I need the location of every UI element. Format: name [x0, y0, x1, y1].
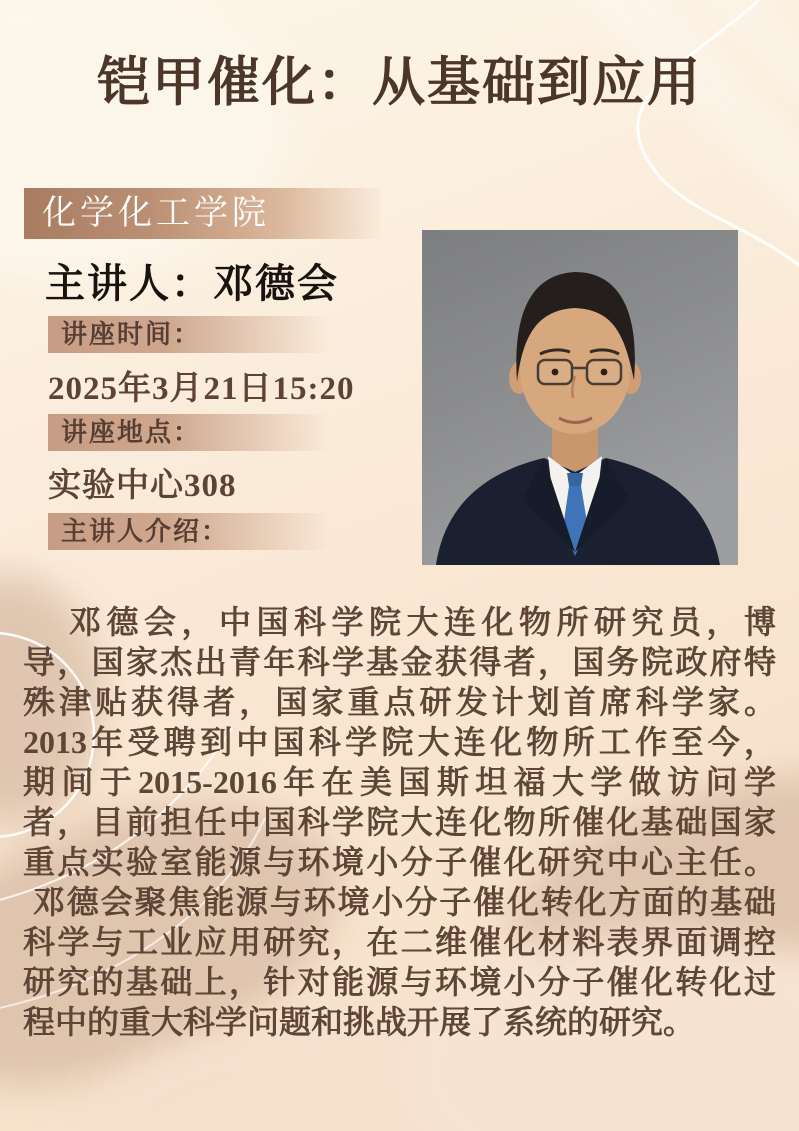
bio-line: 2013年受聘到中国科学院大连化物所工作至今，: [23, 724, 776, 760]
bio-line: 重点实验室能源与环境小分子催化研究中心主任。: [23, 844, 776, 880]
bio-line: 期间于2015-2016年在美国斯坦福大学做访问学: [23, 764, 776, 800]
lecture-location-label: 讲座地点：: [48, 414, 331, 451]
department-badge-label: 化学化工学院: [42, 195, 270, 232]
lecture-time-label: 讲座时间：: [48, 316, 331, 353]
speaker-name-line: 主讲人：邓德会: [45, 261, 339, 306]
lecture-location-value: 实验中心308: [48, 468, 237, 504]
lecture-time-value: 2025年3月21日15:20: [48, 371, 355, 407]
bio-line: 科学与工业应用研究，在二维催化材料表界面调控: [23, 924, 776, 960]
speaker-intro-label: 主讲人介绍：: [48, 513, 331, 550]
poster-title: 铠甲催化：从基础到应用: [97, 54, 702, 112]
speaker-photo: [422, 230, 738, 565]
bio-line: 邓德会聚焦能源与环境小分子催化转化方面的基础: [23, 884, 776, 920]
bio-line: 者，目前担任中国科学院大连化物所催化基础国家: [23, 804, 776, 840]
bio-line: 邓德会，中国科学院大连化物所研究员，博: [69, 604, 776, 640]
bio-line: 导，国家杰出青年科学基金获得者，国务院政府特: [23, 644, 776, 680]
bio-line: 研究的基础上，针对能源与环境小分子催化转化过: [23, 964, 776, 1000]
department-badge: [24, 188, 381, 239]
bio-line: 程中的重大科学问题和挑战开展了系统的研究。: [23, 1004, 696, 1040]
speaker-portrait-illustration: [422, 230, 738, 565]
bio-line: 殊津贴获得者，国家重点研发计划首席科学家。: [23, 684, 776, 720]
speaker-bio: [23, 602, 776, 1042]
